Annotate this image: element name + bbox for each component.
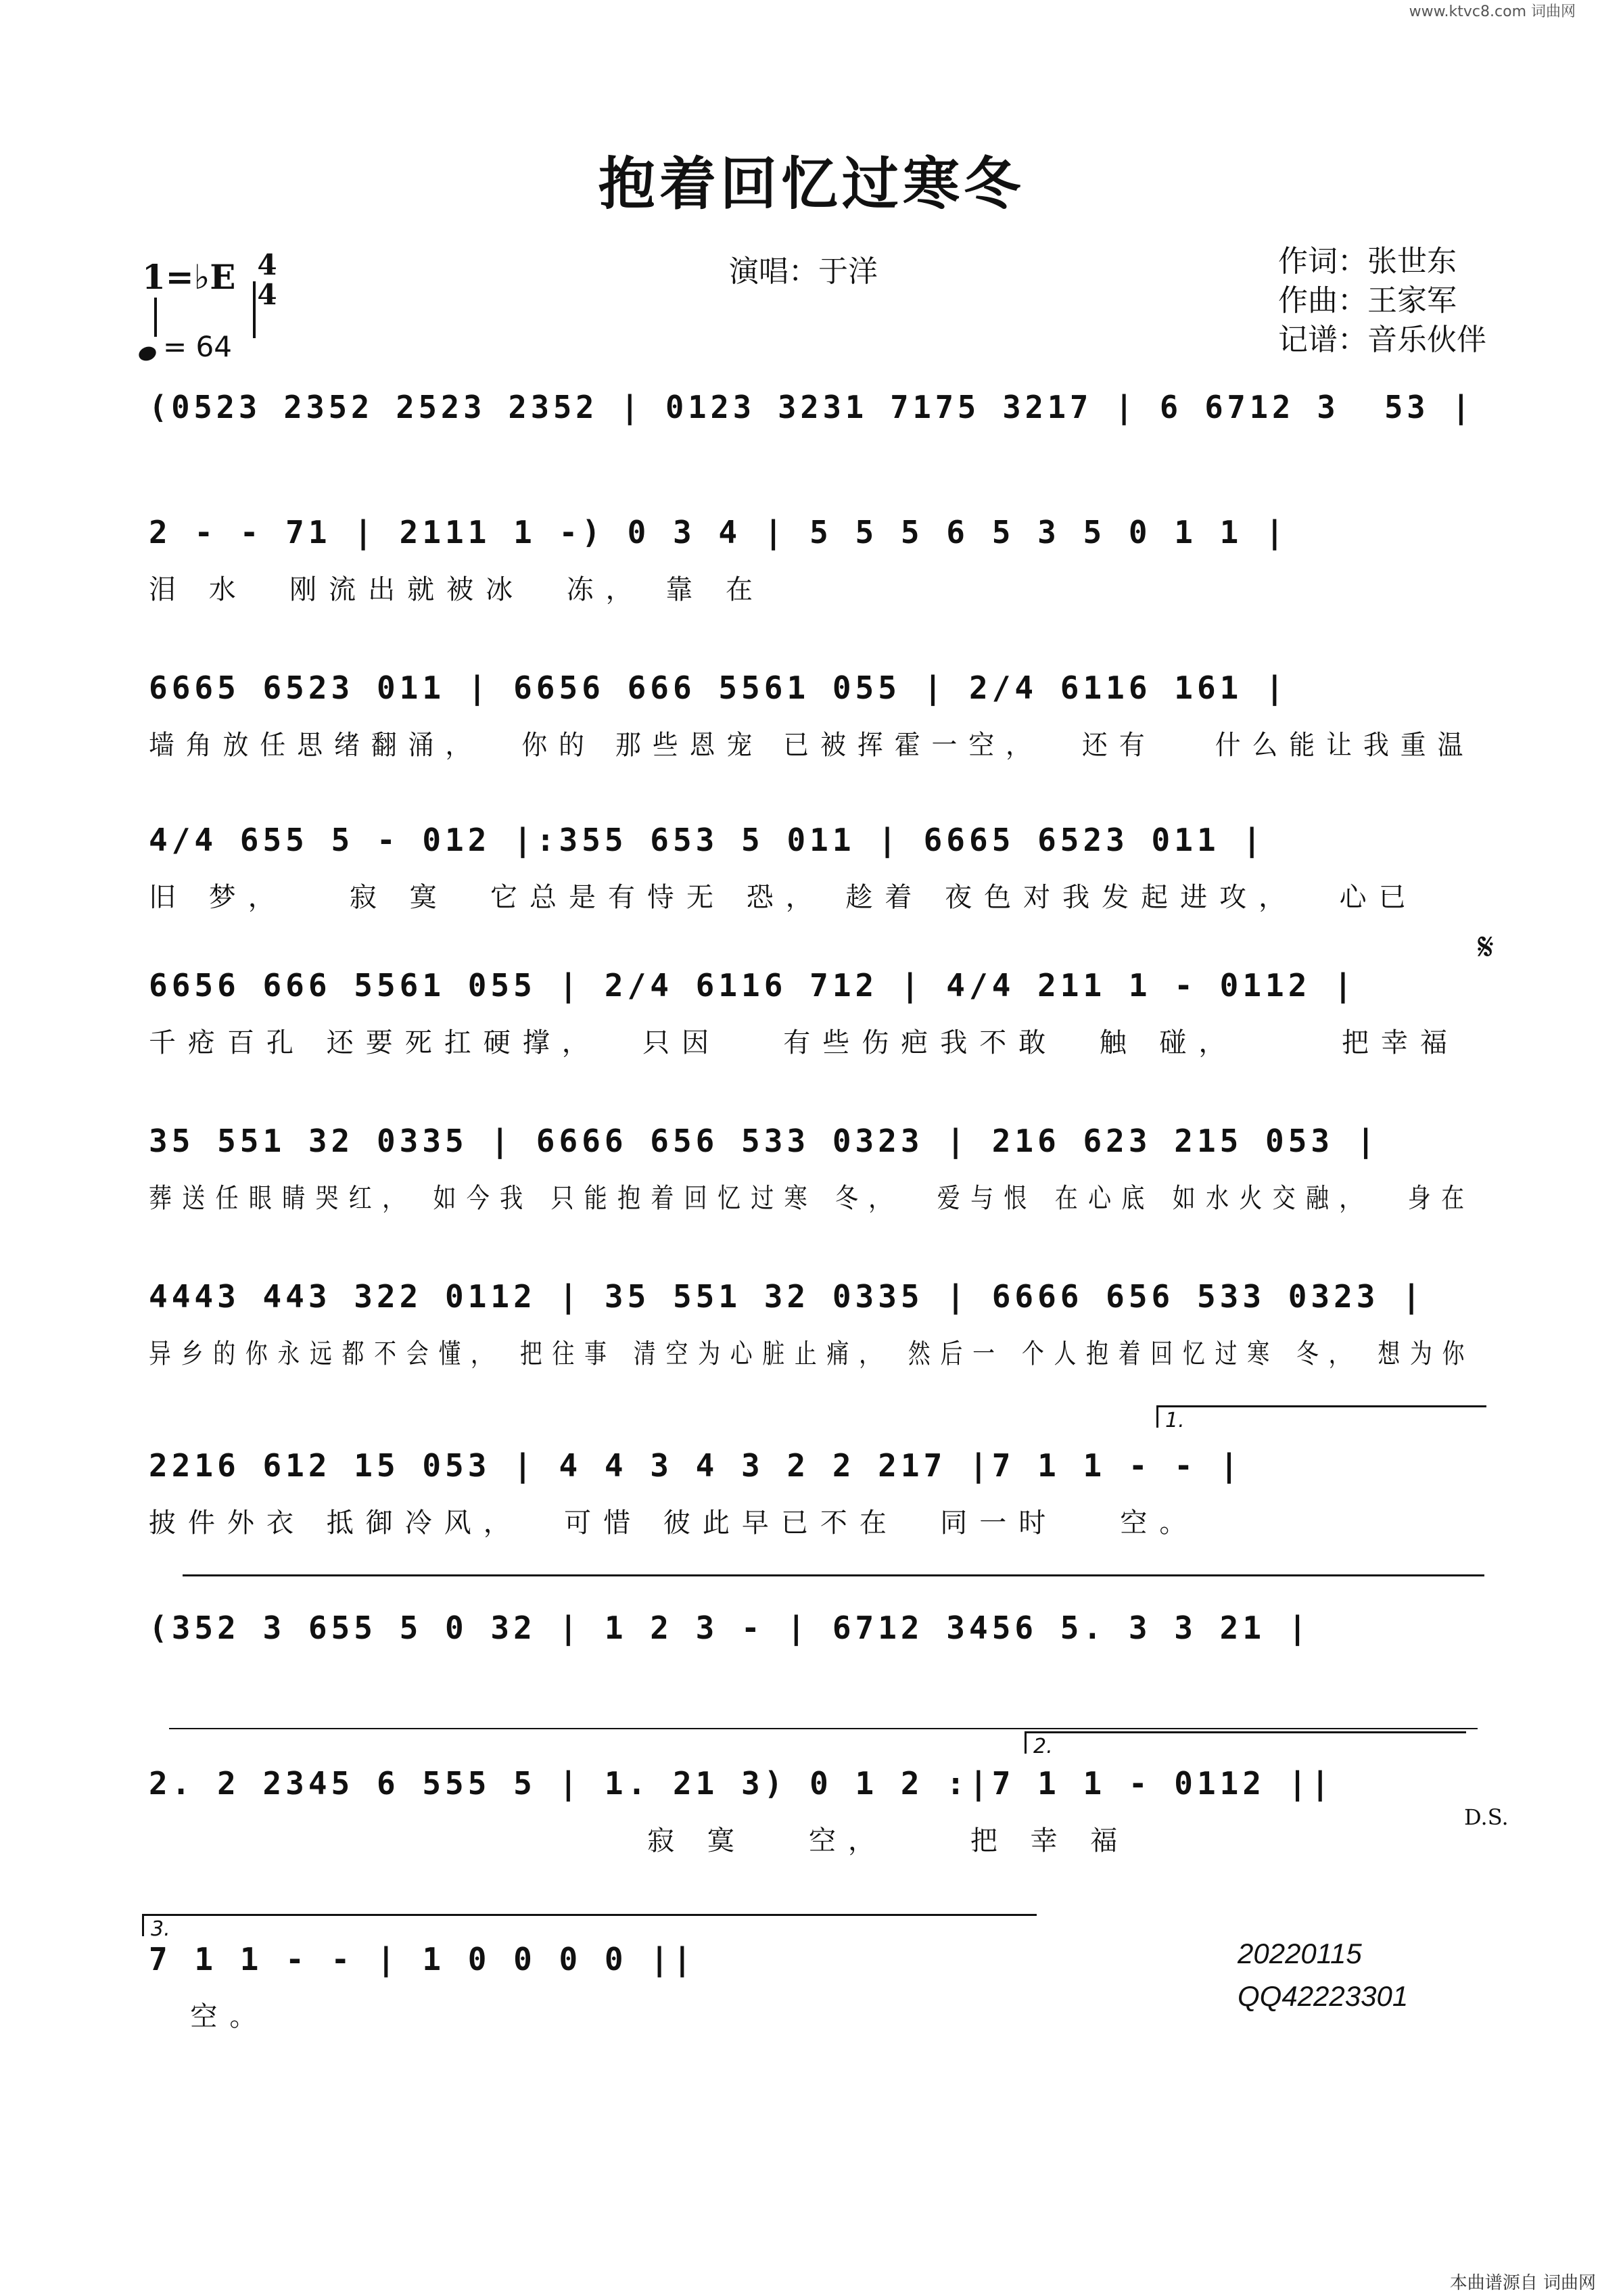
score-line-7	[149, 1278, 1495, 1369]
lyric-text: 空。	[149, 2001, 269, 2032]
singer-credit: 演唱：于洋	[729, 254, 878, 289]
volta-1-bracket: 1.	[1156, 1405, 1486, 1428]
score-line-9	[149, 1610, 1495, 1657]
notation-text: (352 3 655 5 0 32 | 1 2 3 - | 6712 3456 5. 3 3 21 |	[149, 1610, 1311, 1646]
lyricist-credit: 作词：张世东	[1278, 244, 1457, 279]
tempo-marking	[139, 330, 232, 363]
volta-2-bracket: 2.	[1025, 1731, 1466, 1754]
time-signature-top: 4	[257, 248, 277, 281]
song-title: 抱着回忆过寒冬	[598, 150, 1025, 217]
section-divider	[183, 1574, 1484, 1576]
notation-text: 4/4 655 5 - 012 |:355 653 5 011 | 6665 6523 011 |	[149, 822, 1266, 858]
transcription-date: 20220115	[1238, 1938, 1362, 1969]
footer-credit: 本曲谱源自 词曲网	[1449, 2273, 1596, 2293]
transcriber-credit: 记谱：音乐伙伴	[1278, 323, 1486, 357]
notation-text: 2 - - 71 | 2111 1 -) 0 3 4 | 5 5 5 6 5 3 5 0 1 1 |	[149, 514, 1288, 550]
key-signature: 1=♭E	[142, 257, 236, 297]
segno-icon: 𝄋	[1478, 925, 1495, 969]
time-signature-bar	[253, 281, 256, 338]
score-line-1	[149, 389, 1495, 436]
score-line-4	[149, 822, 1495, 913]
score-line-2	[149, 514, 1495, 605]
time-signature	[250, 250, 284, 310]
lyric-text: 泪 水 刚流出就被冰 冻， 靠 在	[149, 574, 766, 605]
lyric-text: 披件外衣 抵御冷风， 可惜 彼此早已不在 同一时 空。	[149, 1507, 1199, 1539]
lyric-text: 葬送任眼睛哭红， 如今我 只能抱着回忆过寒 冬， 爱与恨 在心底 如水火交融， 身在	[149, 1183, 1475, 1214]
score-line-5	[149, 967, 1495, 1058]
lyric-text: 旧 梦， 寂 寞 它总是有恃无 恐， 趁着 夜色对我发起进攻， 心已	[149, 882, 1418, 913]
lyric-text: 墙角放任思绪翻涌， 你的 那些恩宠 已被挥霍一空， 还有 什么能让我重温	[149, 730, 1475, 761]
lyric-text: 寂 寞 空， 把 幸 福	[149, 1825, 1130, 1856]
volta-3-bracket: 3.	[142, 1914, 1037, 1936]
composer-credit: 作曲：王家军	[1278, 283, 1457, 318]
source-watermark: www.ktvc8.com 词曲网	[1409, 3, 1576, 20]
notation-text: 6665 6523 011 | 6656 666 5561 055 | 2/4 6116 161 |	[149, 670, 1288, 706]
notation-text: 2216 612 15 053 | 4 4 3 4 3 2 2 217 |7 1 1 - - |	[149, 1447, 1243, 1484]
notation-text: 35 551 32 0335 | 6666 656 533 0323 | 216 623 215 053 |	[149, 1123, 1380, 1159]
notation-text: 2. 2 2345 6 555 5 | 1. 21 3) 0 1 2 :|7 1 1 - 0112 ||	[149, 1765, 1334, 1802]
section-divider	[169, 1728, 1478, 1729]
lyric-text: 异乡的你永远都不会懂， 把往事 清空为心脏止痛， 然后一 个人抱着回忆过寒 冬， 想为你	[149, 1338, 1475, 1369]
tempo-value: = 64	[163, 330, 232, 363]
notation-text: 7 1 1 - - | 1 0 0 0 0 ||	[149, 1941, 696, 1977]
score-line-6	[149, 1123, 1495, 1214]
notation-text: 6656 666 5561 055 | 2/4 6116 712 | 4/4 211 1 - 0112 |	[149, 967, 1357, 1004]
time-signature-bottom: 4	[257, 278, 277, 311]
qq-contact: QQ42223301	[1238, 1980, 1409, 2012]
notation-text: 4443 443 322 0112 | 35 551 32 0335 | 6666 656 533 0323 |	[149, 1278, 1425, 1315]
lyric-text: 千疮百孔 还要死扛硬撑， 只因 有些伤疤我不敢 触 碰， 把幸福	[149, 1027, 1460, 1058]
score-line-3	[149, 670, 1495, 761]
score-line-8	[149, 1447, 1495, 1539]
dal-segno-mark: D.S.	[1464, 1804, 1509, 1830]
notation-text: (0523 2352 2523 2352 | 0123 3231 7175 3217 | 6 6712 3 53 |	[149, 389, 1474, 425]
quarter-note-icon	[137, 344, 158, 363]
